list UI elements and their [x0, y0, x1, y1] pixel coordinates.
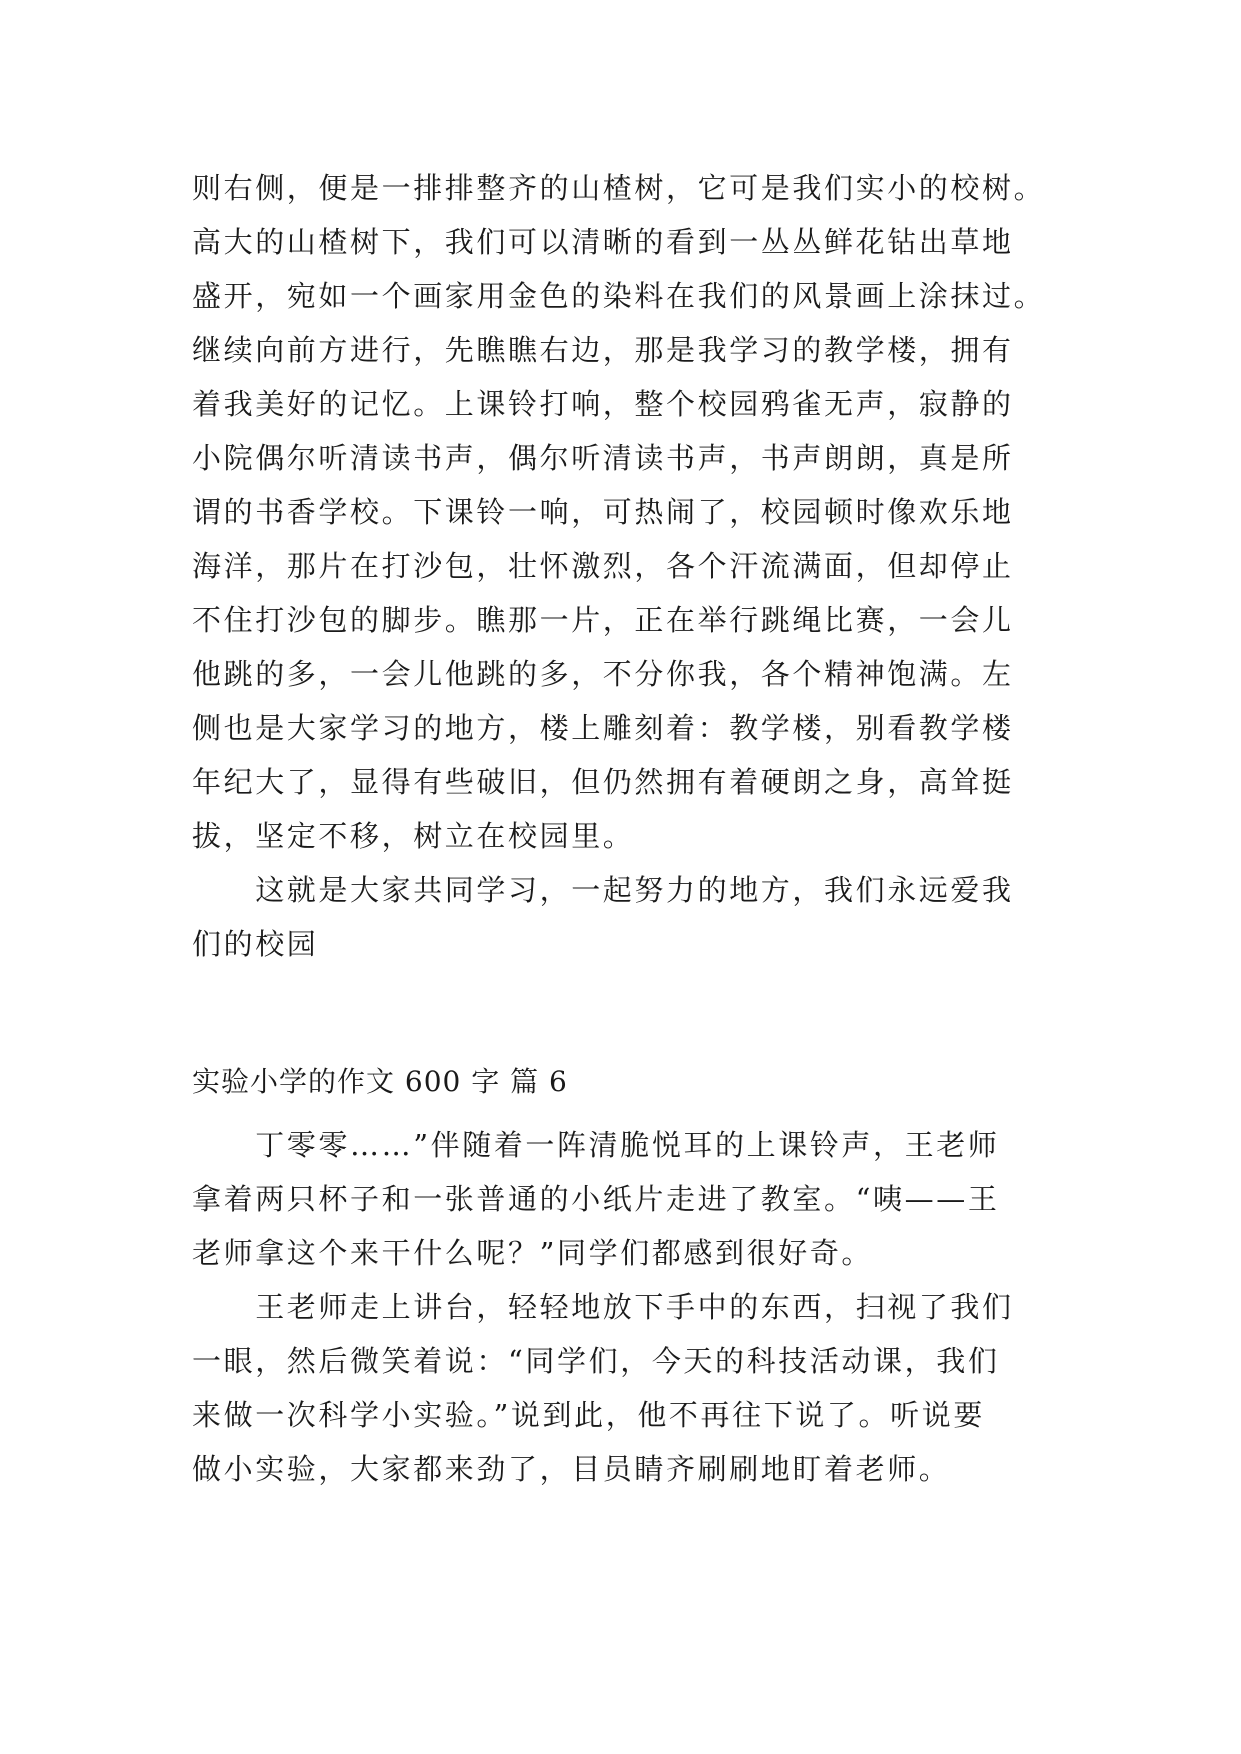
paragraph-line: 丁零零……”伴随着一阵清脆悦耳的上课铃声，王老师 — [192, 1128, 1000, 1162]
paragraph-line: 不住打沙包的脚步。瞧那一片，正在举行跳绳比赛，一会儿 — [192, 603, 1014, 637]
paragraph-line: 高大的山楂树下，我们可以清晰的看到一丛丛鲜花钻出草地 — [192, 225, 1014, 259]
essay-section-6 — [192, 1118, 1072, 1496]
paragraph-line: 则右侧，便是一排排整齐的山楂树，它可是我们实小的校树。 — [192, 171, 1046, 205]
paragraph-line: 继续向前方进行，先瞧瞧右边，那是我学习的教学楼，拥有 — [192, 333, 1014, 367]
paragraph-line: 他跳的多，一会儿他跳的多，不分你我，各个精神饱满。左 — [192, 657, 1014, 691]
paragraph-line: 着我美好的记忆。上课铃打响，整个校园鸦雀无声，寂静的 — [192, 387, 1014, 421]
paragraph-line: 海洋，那片在打沙包，壮怀激烈，各个汗流满面，但却停止 — [192, 549, 1014, 583]
paragraph-line: 盛开，宛如一个画家用金色的染料在我们的风景画上涂抹过。 — [192, 279, 1046, 313]
paragraph-line: 拿着两只杯子和一张普通的小纸片走进了教室。“咦——王 — [192, 1182, 1000, 1216]
paragraph-line: 拔，坚定不移，树立在校园里。 — [192, 819, 635, 853]
paragraph-line: 小院偶尔听清读书声，偶尔听清读书声，书声朗朗，真是所 — [192, 441, 1014, 475]
paragraph-line: 们的校园 — [192, 927, 319, 961]
paragraph-line: 年纪大了，显得有些破旧，但仍然拥有着硬朗之身，高耸挺 — [192, 765, 1014, 799]
paragraph-line: 做小实验，大家都来劲了，目员睛齐刷刷地盯着老师。 — [192, 1452, 951, 1486]
paragraph-line: 谓的书香学校。下课铃一响，可热闹了，校园顿时像欢乐地 — [192, 495, 1014, 529]
paragraph-line: 一眼，然后微笑着说：“同学们，今天的科技活动课，我们 — [192, 1344, 1000, 1378]
paragraph-line: 来做一次科学小实验。”说到此，他不再往下说了。听说要 — [192, 1398, 985, 1432]
paragraph-line: 侧也是大家学习的地方，楼上雕刻着：教学楼，别看教学楼 — [192, 711, 1014, 745]
section-heading: 实验小学的作文 600 字 篇 6 — [192, 1065, 568, 1098]
paragraph-line: 这就是大家共同学习，一起努力的地方，我们永远爱我 — [192, 873, 1014, 907]
paragraph-line: 老师拿这个来干什么呢？”同学们都感到很好奇。 — [192, 1236, 874, 1270]
paragraph-line: 王老师走上讲台，轻轻地放下手中的东西，扫视了我们 — [192, 1290, 1014, 1324]
essay-continuation — [192, 161, 1072, 971]
